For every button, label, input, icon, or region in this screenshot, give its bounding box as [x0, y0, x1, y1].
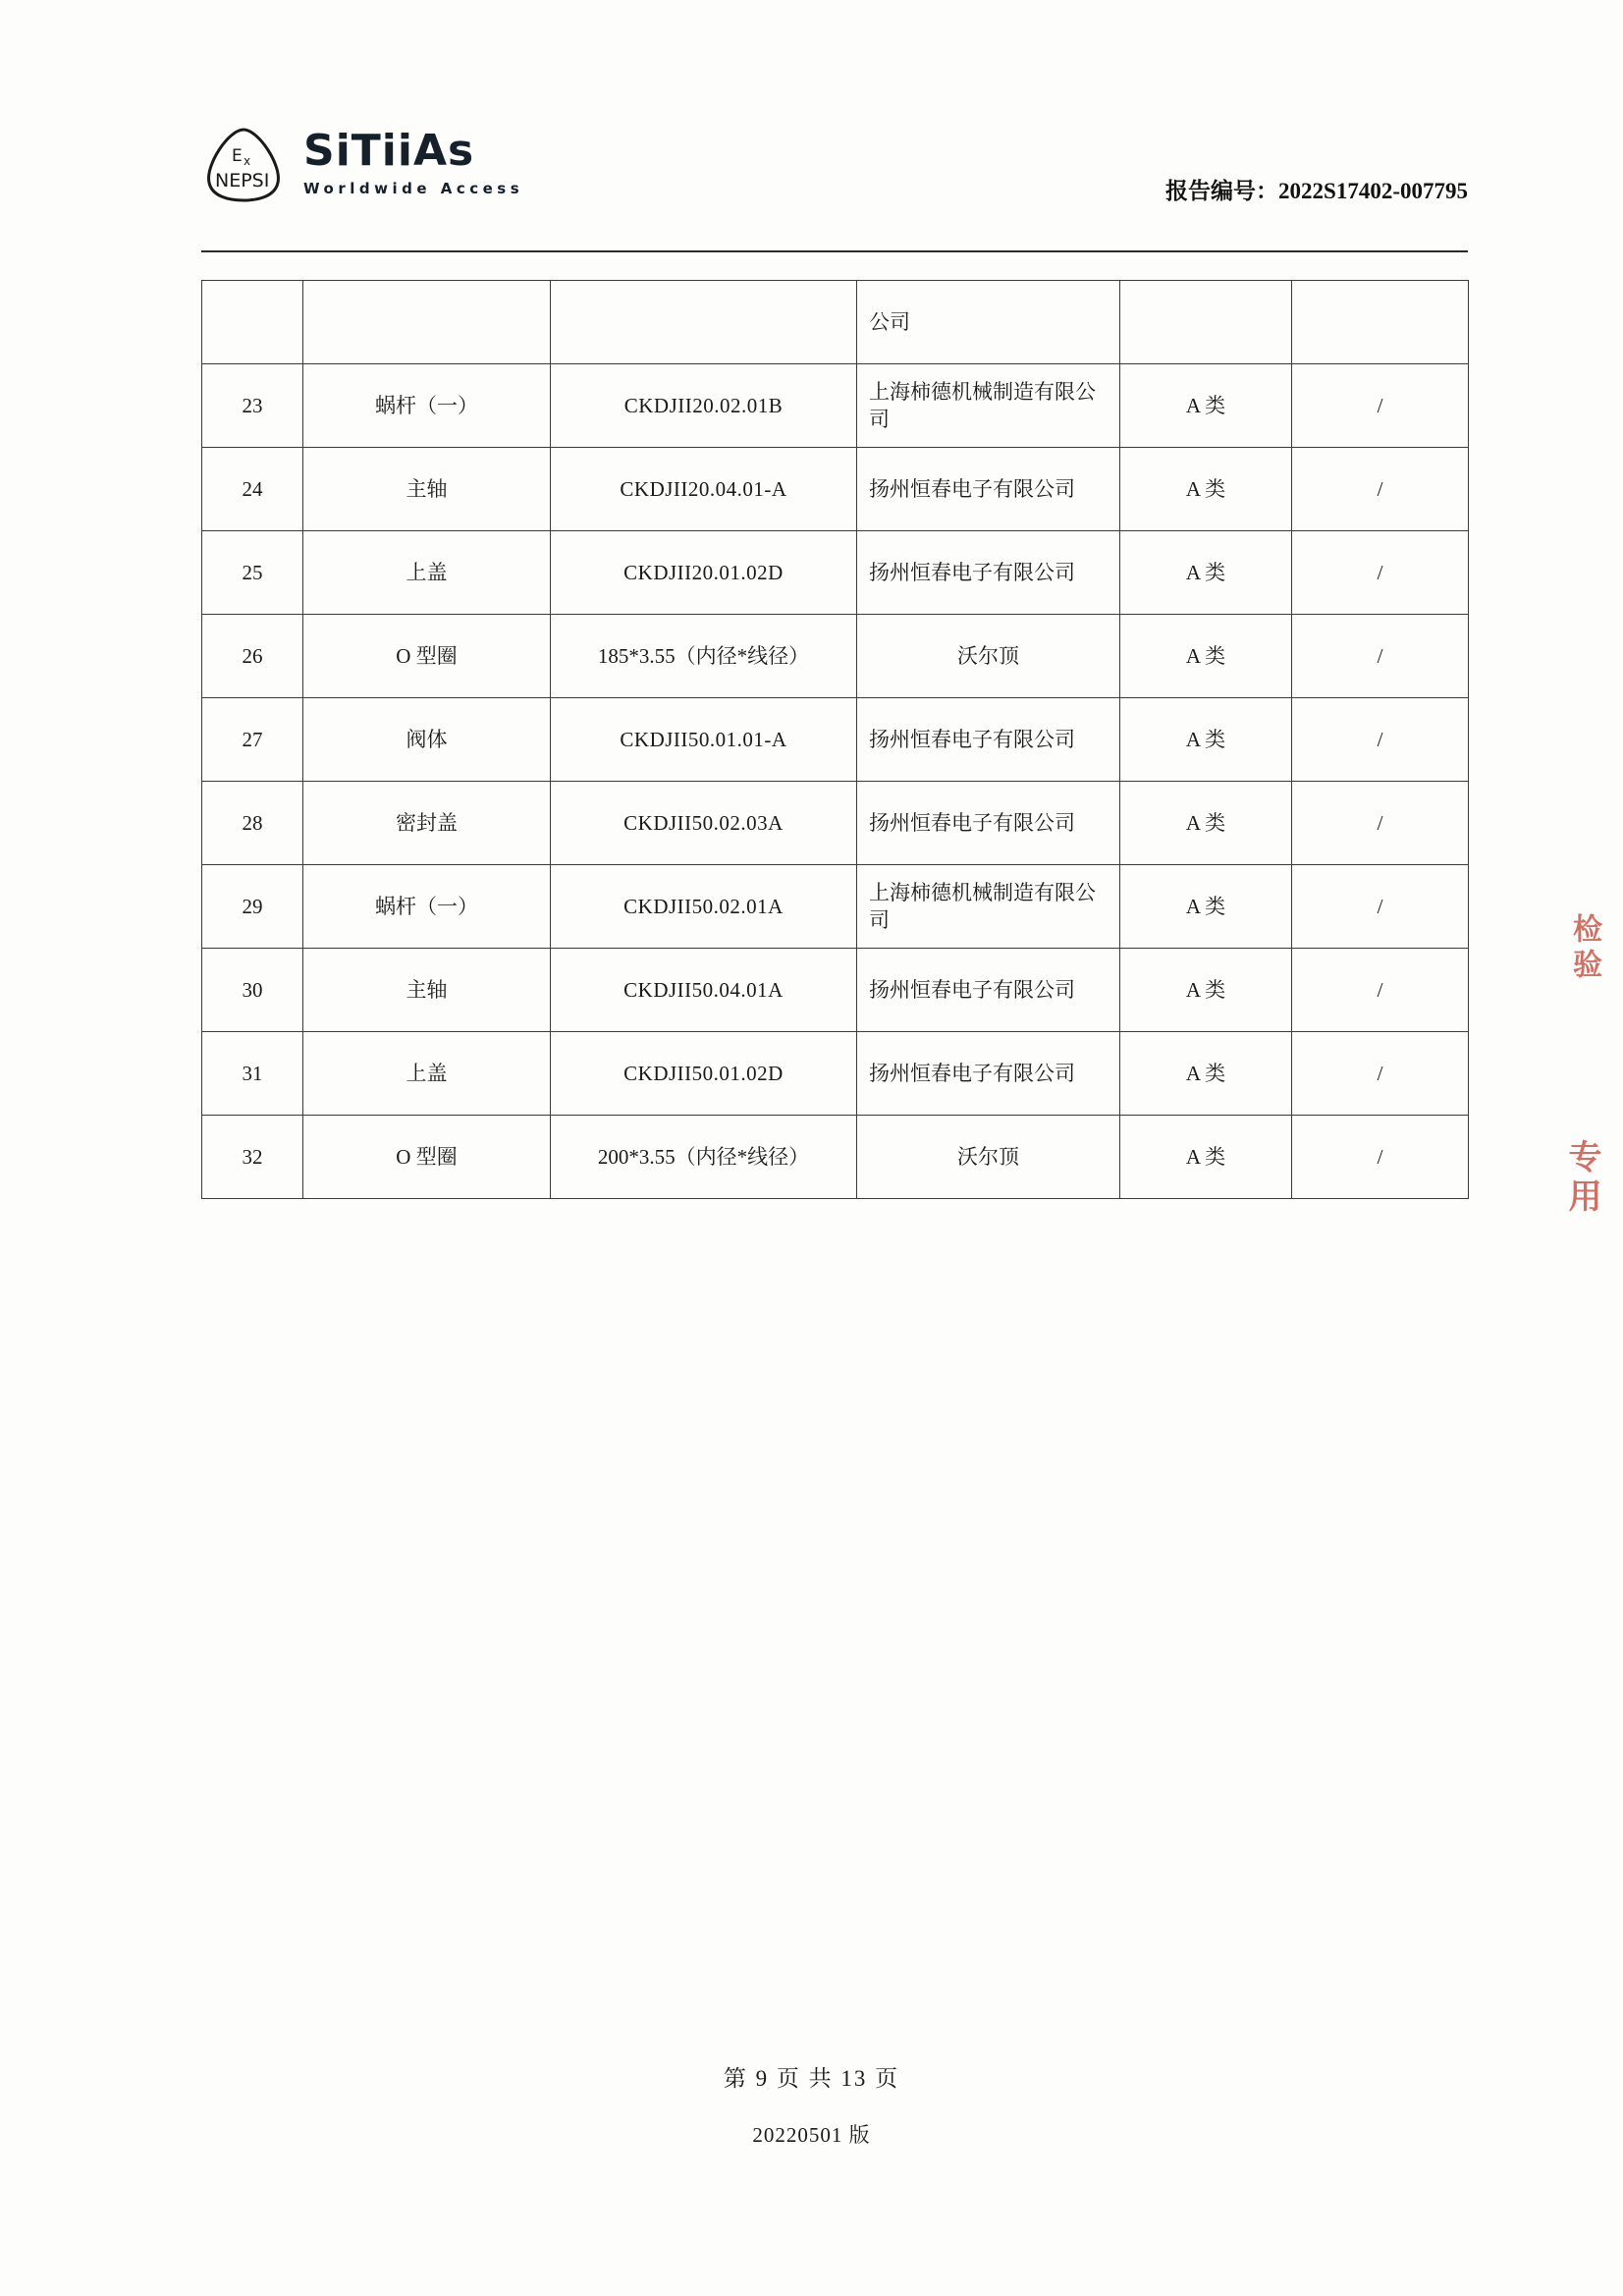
cell-no: 30: [202, 949, 303, 1032]
table-row: [202, 1116, 1469, 1199]
cell-no: 29: [202, 865, 303, 949]
report-number-label: 报告编号：: [1165, 179, 1279, 204]
cell-name: 阀体: [303, 698, 551, 782]
cell-note: [1292, 281, 1469, 364]
parts-table-wrapper: [201, 280, 1468, 1199]
cell-name: [303, 281, 551, 364]
cell-note: /: [1292, 865, 1469, 949]
cell-type: A 类: [1120, 615, 1292, 698]
stamp-fragment-upper: 检验: [1568, 913, 1600, 984]
stamp-fragment-lower: 专用: [1563, 1139, 1599, 1218]
table-row: [202, 364, 1469, 448]
cell-model: CKDJII50.02.01A: [551, 865, 857, 949]
cell-model: CKDJII20.02.01B: [551, 364, 857, 448]
cell-type: A 类: [1120, 949, 1292, 1032]
table-row: [202, 448, 1469, 531]
cell-type: [1120, 281, 1292, 364]
svg-text:E: E: [232, 146, 243, 166]
table-row: [202, 531, 1469, 615]
cell-maker: 上海柿德机械制造有限公司: [857, 865, 1120, 949]
cell-name: 上盖: [303, 531, 551, 615]
cell-maker: 公司: [857, 281, 1120, 364]
cell-name: O 型圈: [303, 1116, 551, 1199]
header-divider: [201, 250, 1468, 252]
cell-model: CKDJII20.01.02D: [551, 531, 857, 615]
report-number-value: 2022S17402-007795: [1278, 179, 1468, 203]
cell-no: 26: [202, 615, 303, 698]
cell-maker: 扬州恒春电子有限公司: [857, 448, 1120, 531]
cell-no: 31: [202, 1032, 303, 1116]
cell-name: 密封盖: [303, 782, 551, 865]
brand-name: SiTiiAs: [303, 125, 475, 176]
cell-maker: 扬州恒春电子有限公司: [857, 1032, 1120, 1116]
cell-model: CKDJII50.04.01A: [551, 949, 857, 1032]
table-row: [202, 615, 1469, 698]
cell-model: 185*3.55（内径*线径）: [551, 615, 857, 698]
nepsi-logo-icon: [201, 126, 286, 204]
cell-note: /: [1292, 531, 1469, 615]
cell-model: [551, 281, 857, 364]
logo-block: [201, 126, 523, 204]
cell-model: 200*3.55（内径*线径）: [551, 1116, 857, 1199]
brand-tagline: Worldwide Access: [303, 179, 524, 197]
cell-no: 27: [202, 698, 303, 782]
table-row: [202, 949, 1469, 1032]
cell-name: 蜗杆（一）: [303, 364, 551, 448]
cell-name: 主轴: [303, 949, 551, 1032]
cell-no: 32: [202, 1116, 303, 1199]
table-row: [202, 865, 1469, 949]
cell-no: 24: [202, 448, 303, 531]
brand-wordmark: [303, 125, 524, 201]
page-header: [201, 126, 1468, 234]
cell-model: CKDJII50.01.01-A: [551, 698, 857, 782]
cell-note: /: [1292, 949, 1469, 1032]
cell-maker: 扬州恒春电子有限公司: [857, 531, 1120, 615]
cell-maker: 扬州恒春电子有限公司: [857, 949, 1120, 1032]
cell-type: A 类: [1120, 364, 1292, 448]
cell-note: /: [1292, 364, 1469, 448]
table-row: [202, 782, 1469, 865]
report-number: [1165, 173, 1468, 205]
cell-note: /: [1292, 1116, 1469, 1199]
cell-maker: 沃尔顶: [857, 1116, 1120, 1199]
table-row-continued: [202, 281, 1469, 364]
cell-no: 28: [202, 782, 303, 865]
cell-model: CKDJII20.04.01-A: [551, 448, 857, 531]
svg-text:NEPSI: NEPSI: [215, 170, 270, 191]
svg-text:x: x: [243, 154, 251, 168]
cell-no: [202, 281, 303, 364]
cell-no: 23: [202, 364, 303, 448]
parts-table: [201, 280, 1469, 1199]
cell-model: CKDJII50.02.03A: [551, 782, 857, 865]
cell-maker: 上海柿德机械制造有限公司: [857, 364, 1120, 448]
cell-type: A 类: [1120, 865, 1292, 949]
cell-note: /: [1292, 782, 1469, 865]
table-row: [202, 1032, 1469, 1116]
cell-model: CKDJII50.01.02D: [551, 1032, 857, 1116]
cell-type: A 类: [1120, 1032, 1292, 1116]
cell-type: A 类: [1120, 448, 1292, 531]
footer-page-number: 第 9 页 共 13 页: [723, 2066, 900, 2091]
cell-maker: 沃尔顶: [857, 615, 1120, 698]
cell-name: 主轴: [303, 448, 551, 531]
cell-name: 蜗杆（一）: [303, 865, 551, 949]
cell-name: 上盖: [303, 1032, 551, 1116]
cell-note: /: [1292, 615, 1469, 698]
cell-no: 25: [202, 531, 303, 615]
cell-type: A 类: [1120, 698, 1292, 782]
cell-note: /: [1292, 448, 1469, 531]
cell-maker: 扬州恒春电子有限公司: [857, 782, 1120, 865]
cell-type: A 类: [1120, 531, 1292, 615]
cell-type: A 类: [1120, 1116, 1292, 1199]
table-row: [202, 698, 1469, 782]
cell-maker: 扬州恒春电子有限公司: [857, 698, 1120, 782]
cell-note: /: [1292, 698, 1469, 782]
footer-version: 20220501 版: [752, 2123, 871, 2147]
cell-name: O 型圈: [303, 615, 551, 698]
cell-type: A 类: [1120, 782, 1292, 865]
cell-note: /: [1292, 1032, 1469, 1116]
